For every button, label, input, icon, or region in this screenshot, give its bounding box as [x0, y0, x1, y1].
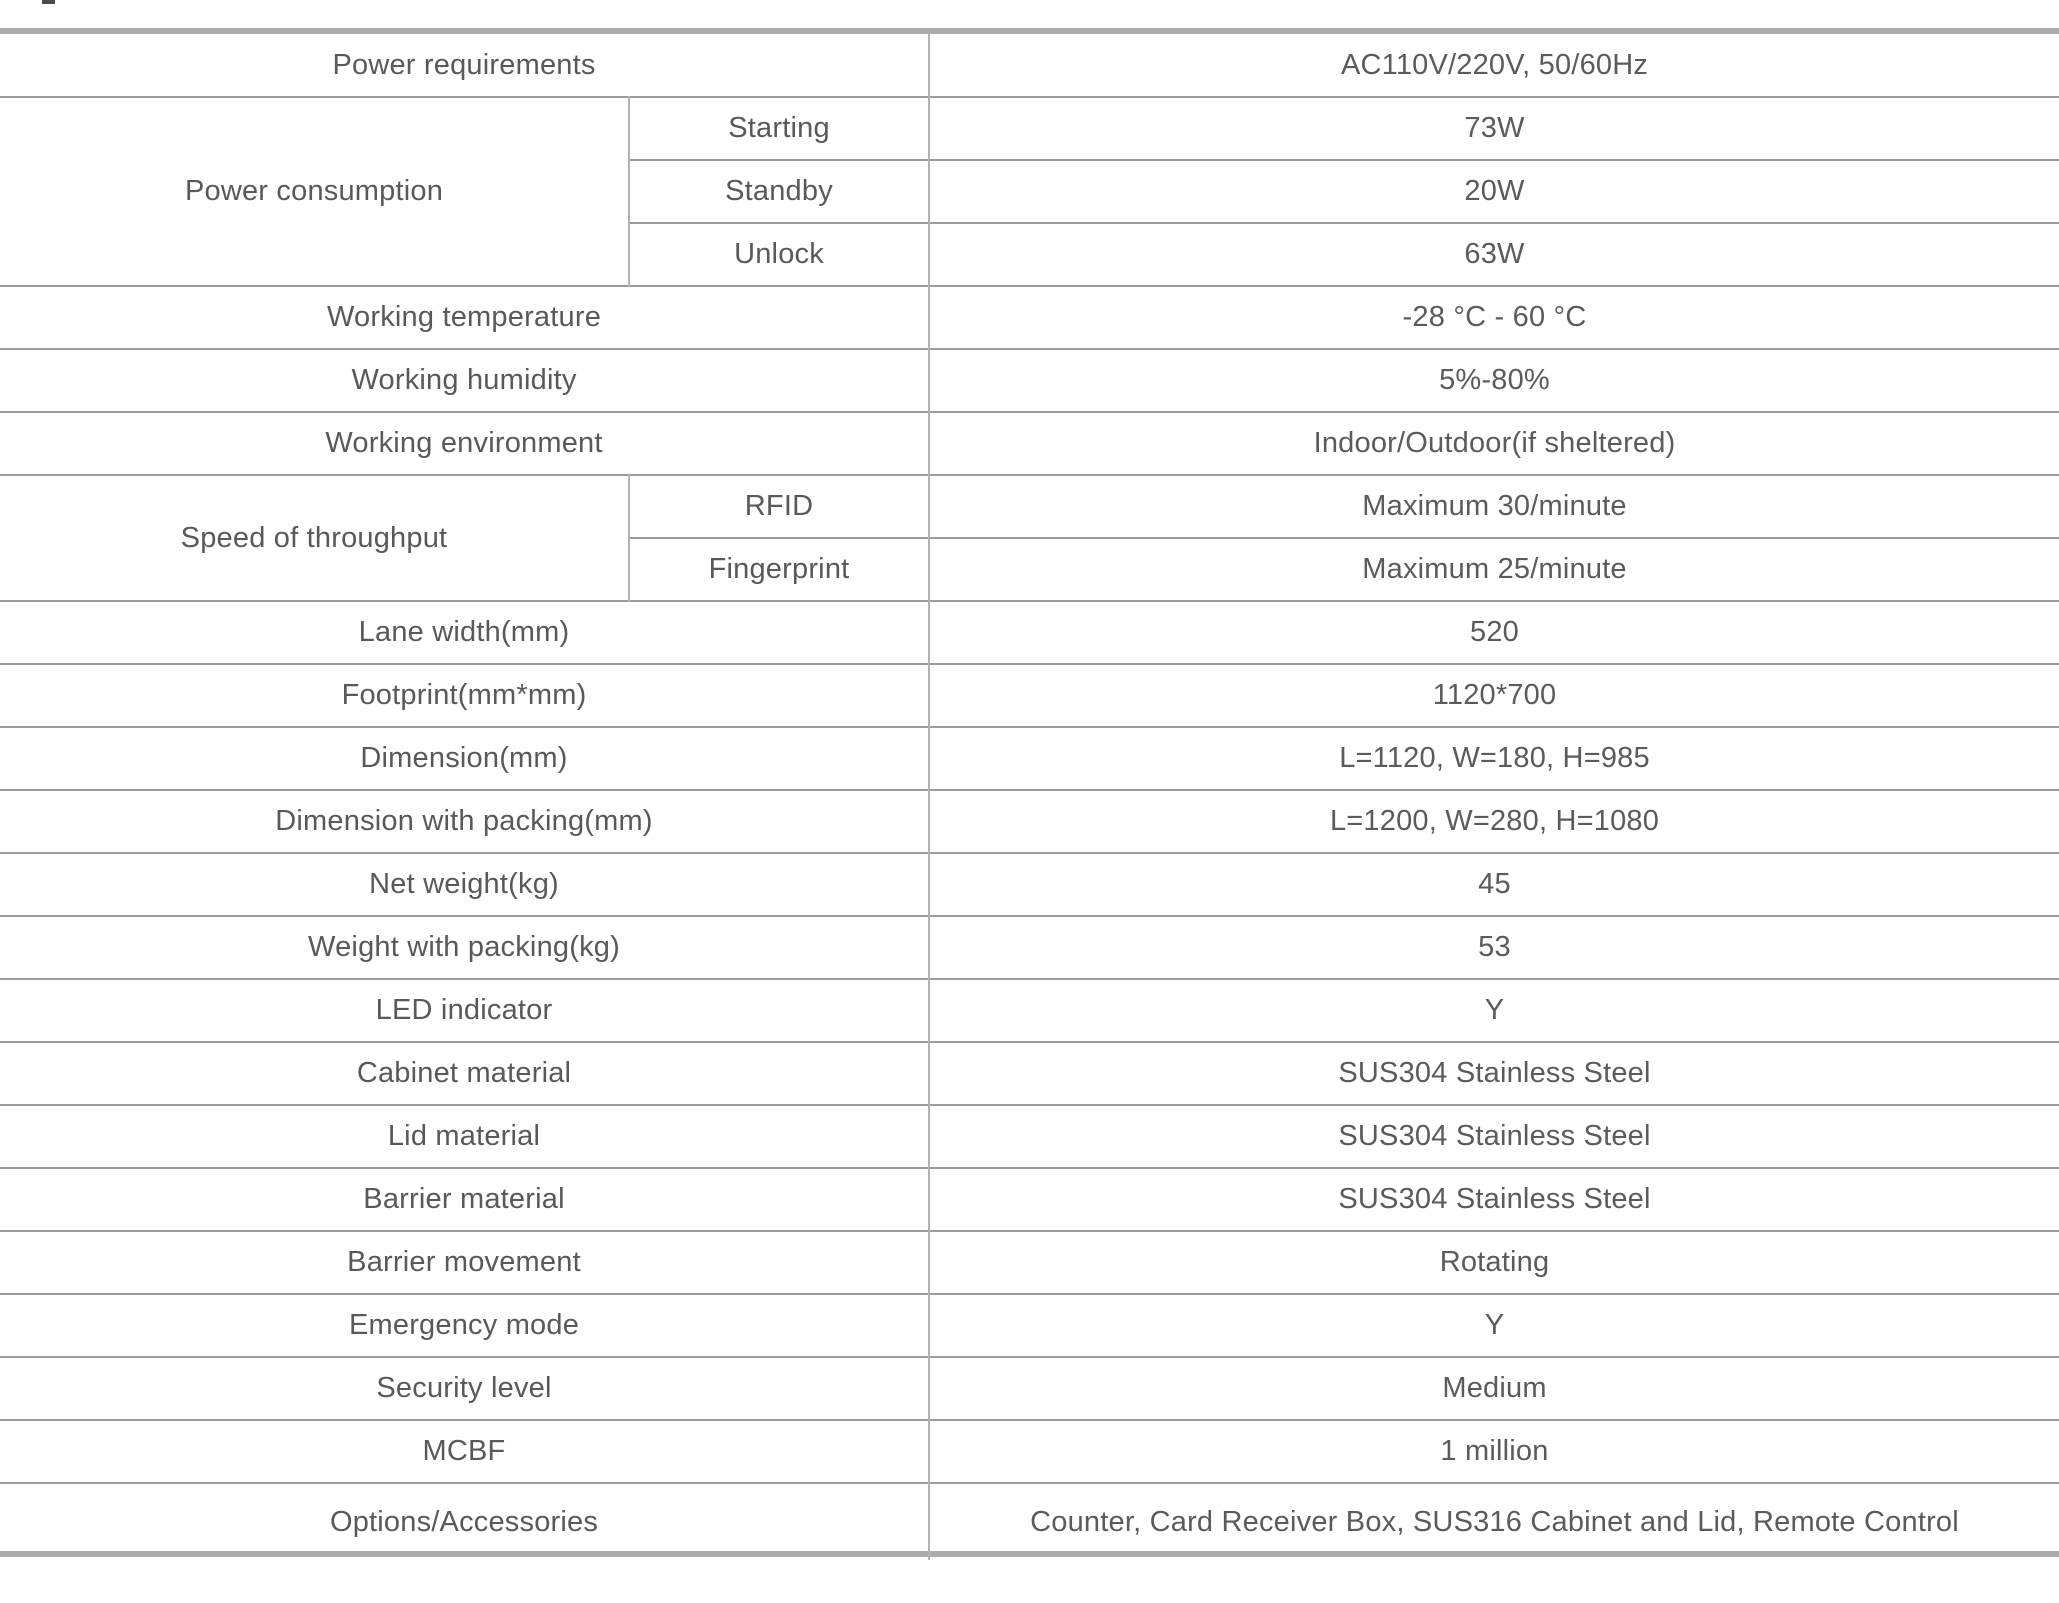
specifications-table: [0, 34, 2059, 1560]
value-dimension-with-packing: L=1200, W=280, H=1080: [929, 790, 2059, 853]
row-options-accessories: [0, 1483, 2059, 1560]
row-net-weight: [0, 853, 2059, 916]
value-standby: 20W: [929, 160, 2059, 223]
label-power-consumption: Power consumption: [184, 175, 444, 207]
row-working-environment: [0, 412, 2059, 475]
row-emergency-mode: [0, 1294, 2059, 1357]
label-led-indicator: LED indicator: [375, 994, 553, 1026]
row-power-requirements: [0, 34, 2059, 97]
label-lid-material: Lid material: [387, 1120, 541, 1152]
value-barrier-material: SUS304 Stainless Steel: [929, 1168, 2059, 1231]
spec-table: [0, 28, 2059, 1557]
value-cabinet-material: SUS304 Stainless Steel: [929, 1042, 2059, 1105]
value-starting: 73W: [929, 97, 2059, 160]
value-lid-material: SUS304 Stainless Steel: [929, 1105, 2059, 1168]
value-working-environment: Indoor/Outdoor(if sheltered): [929, 412, 2059, 475]
value-working-humidity: 5%-80%: [929, 349, 2059, 412]
value-options-accessories: Counter, Card Receiver Box, SUS316 Cabinet and Lid, Remote Control: [929, 1483, 2059, 1560]
value-emergency-mode: Y: [929, 1294, 2059, 1357]
label-working-temperature: Working temperature: [326, 301, 602, 333]
label-net-weight: Net weight(kg): [369, 868, 559, 900]
label-mcbf: MCBF: [422, 1435, 506, 1467]
row-throughput-rfid: [0, 475, 2059, 538]
value-mcbf: 1 million: [929, 1420, 2059, 1483]
value-rfid: Maximum 30/minute: [929, 475, 2059, 538]
sublabel-rfid: RFID: [629, 475, 929, 538]
row-led-indicator: [0, 979, 2059, 1042]
label-lane-width: Lane width(mm): [358, 616, 570, 648]
label-power-requirements: Power requirements: [332, 48, 596, 81]
row-power-consumption-starting: [0, 97, 2059, 160]
row-working-temperature: [0, 286, 2059, 349]
label-footprint: Footprint(mm*mm): [341, 679, 587, 711]
row-security-level: [0, 1357, 2059, 1420]
label-dimension: Dimension(mm): [360, 742, 568, 774]
row-lane-width: [0, 601, 2059, 664]
row-mcbf: [0, 1420, 2059, 1483]
sublabel-fingerprint: Fingerprint: [629, 538, 929, 601]
label-barrier-movement: Barrier movement: [347, 1246, 581, 1278]
value-lane-width: 520: [929, 601, 2059, 664]
value-working-temperature: -28 °C - 60 °C: [929, 286, 2059, 349]
row-dimension: [0, 727, 2059, 790]
label-working-environment: Working environment: [325, 427, 603, 459]
sublabel-standby: Standby: [629, 160, 929, 223]
row-footprint: [0, 664, 2059, 727]
row-weight-with-packing: [0, 916, 2059, 979]
row-working-humidity: [0, 349, 2059, 412]
value-net-weight: 45: [929, 853, 2059, 916]
sublabel-unlock: Unlock: [629, 223, 929, 286]
label-emergency-mode: Emergency mode: [348, 1309, 580, 1341]
sublabel-starting: Starting: [629, 97, 929, 160]
value-led-indicator: Y: [929, 979, 2059, 1042]
value-barrier-movement: Rotating: [929, 1231, 2059, 1294]
label-security-level: Security level: [376, 1372, 552, 1404]
value-power-requirements: AC110V/220V, 50/60Hz: [929, 34, 2059, 97]
value-weight-with-packing: 53: [929, 916, 2059, 979]
row-lid-material: [0, 1105, 2059, 1168]
row-barrier-material: [0, 1168, 2059, 1231]
row-dimension-with-packing: [0, 790, 2059, 853]
value-fingerprint: Maximum 25/minute: [929, 538, 2059, 601]
label-speed-of-throughput: Speed of throughput: [180, 521, 448, 554]
row-cabinet-material: [0, 1042, 2059, 1105]
label-dimension-with-packing: Dimension with packing(mm): [275, 805, 653, 837]
value-dimension: L=1120, W=180, H=985: [929, 727, 2059, 790]
label-working-humidity: Working humidity: [351, 364, 577, 396]
cropped-title-fragment: [42, 0, 55, 4]
row-barrier-movement: [0, 1231, 2059, 1294]
value-unlock: 63W: [929, 223, 2059, 286]
label-weight-with-packing: Weight with packing(kg): [308, 931, 620, 963]
label-cabinet-material: Cabinet material: [356, 1057, 572, 1089]
value-footprint: 1120*700: [929, 664, 2059, 727]
value-security-level: Medium: [929, 1357, 2059, 1420]
label-options-accessories: Options/Accessories: [329, 1505, 599, 1538]
label-barrier-material: Barrier material: [363, 1183, 565, 1215]
